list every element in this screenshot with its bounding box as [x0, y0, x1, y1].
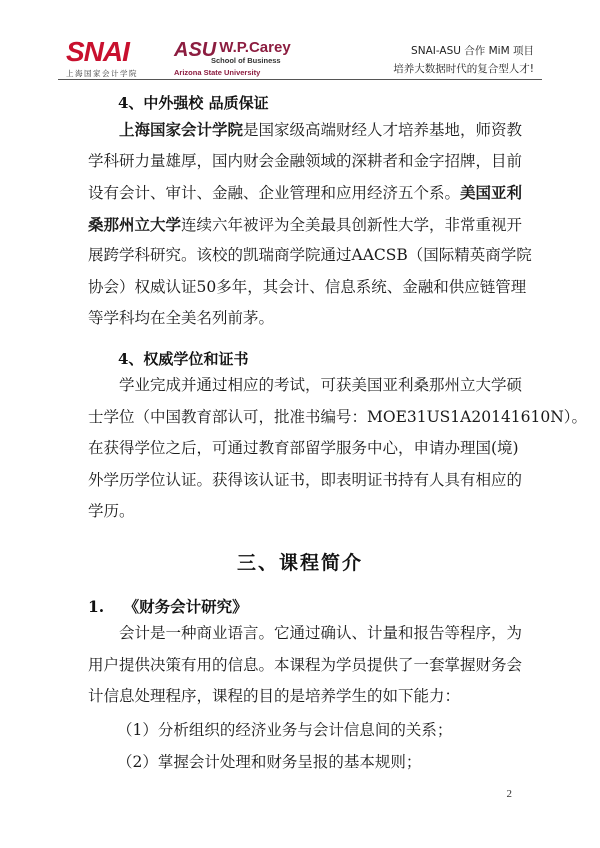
- asu-university-label: Arizona State University: [174, 68, 261, 77]
- paragraph-line: 会计是一种商业语言。它通过确认、计量和报告等程序，为: [119, 624, 523, 642]
- course-number: 1.: [88, 597, 105, 616]
- asu-logo: [174, 39, 294, 77]
- line-text: 连续六年被评为全美最具创新性大学，非常重视开: [181, 215, 523, 234]
- paragraph-line: 士学位（中国教育部认可，批准书编号：MOE31US1A20141610N）。: [88, 407, 588, 426]
- paragraph-line: 等学科均在全美名列前茅。: [88, 309, 275, 327]
- course-heading: [88, 595, 248, 617]
- list-item: （1）分析组织的经济业务与会计信息间的关系；: [117, 721, 453, 739]
- paragraph-line: 学科研力量雄厚，国内财会金融领域的深耕者和金字招牌，目前: [88, 151, 523, 170]
- paragraph-line: 协会）权威认证50多年，其会计、信息系统、金融和供应链管理: [88, 277, 527, 296]
- paragraph-line: 计信息处理程序，课程的目的是培养学生的如下能力：: [88, 687, 461, 705]
- course-title: 《财务会计研究》: [123, 597, 248, 616]
- paragraph-line: 用户提供决策有用的信息。本课程为学员提供了一套掌握财务会: [88, 655, 523, 674]
- paragraph-line: 在获得学位之后，可通过教育部留学服务中心，申请办理国(境): [88, 439, 519, 457]
- snai-logo-text: SNAI: [66, 36, 129, 67]
- paragraph-line: 展跨学科研究。该校的凯瑞商学院通过AACSB（国际精英商学院: [88, 246, 532, 264]
- asu-school-label: School of Business: [211, 56, 281, 65]
- paragraph-line: [88, 177, 523, 209]
- line-text: 是国家级高端财经人才培养基地，师资教: [243, 121, 523, 139]
- paragraph-line: [88, 114, 523, 146]
- paragraph-line: 外学历学位认证。获得该认证书，即表明证书持有人具有相应的: [88, 470, 523, 489]
- header-divider: [58, 79, 542, 80]
- section-heading-schools: 4、中外强校 品质保证: [118, 94, 269, 112]
- paragraph-line: 学历。: [88, 502, 135, 520]
- page-header: [0, 0, 600, 84]
- asu-logo-name: W.P.Carey: [219, 39, 291, 56]
- section-heading-degree: 4、权威学位和证书: [118, 350, 249, 368]
- snai-logo: [66, 38, 148, 79]
- list-item: （2）掌握会计处理和财务呈报的基本规则；: [117, 753, 422, 771]
- paragraph-line: 学业完成并通过相应的考试，可获美国亚利桑那州立大学硕: [119, 376, 523, 394]
- snai-logo-subtitle: 上海国家会计学院: [66, 69, 138, 78]
- paragraph-degree: [88, 370, 588, 528]
- program-name: SNAI-ASU 合作 MiM 项目: [411, 45, 534, 57]
- page-number: 2: [506, 788, 512, 800]
- paragraph-course-intro: [88, 618, 523, 713]
- header-program-info: [393, 42, 534, 78]
- highlight-text: 上海国家会计学院: [119, 120, 244, 139]
- paragraph-line: [88, 209, 523, 241]
- chapter-title: 三、课程简介: [236, 552, 363, 574]
- highlight-text: 桑那州立大学: [88, 214, 182, 234]
- highlight-text: 美国亚利: [460, 183, 523, 202]
- paragraph-schools: [88, 114, 532, 335]
- program-slogan: 培养大数据时代的复合型人才!: [393, 63, 534, 75]
- line-text: 设有会计、审计、金融、企业管理和应用经济五个系。: [88, 184, 461, 202]
- asu-logo-mark: ASU: [174, 39, 217, 61]
